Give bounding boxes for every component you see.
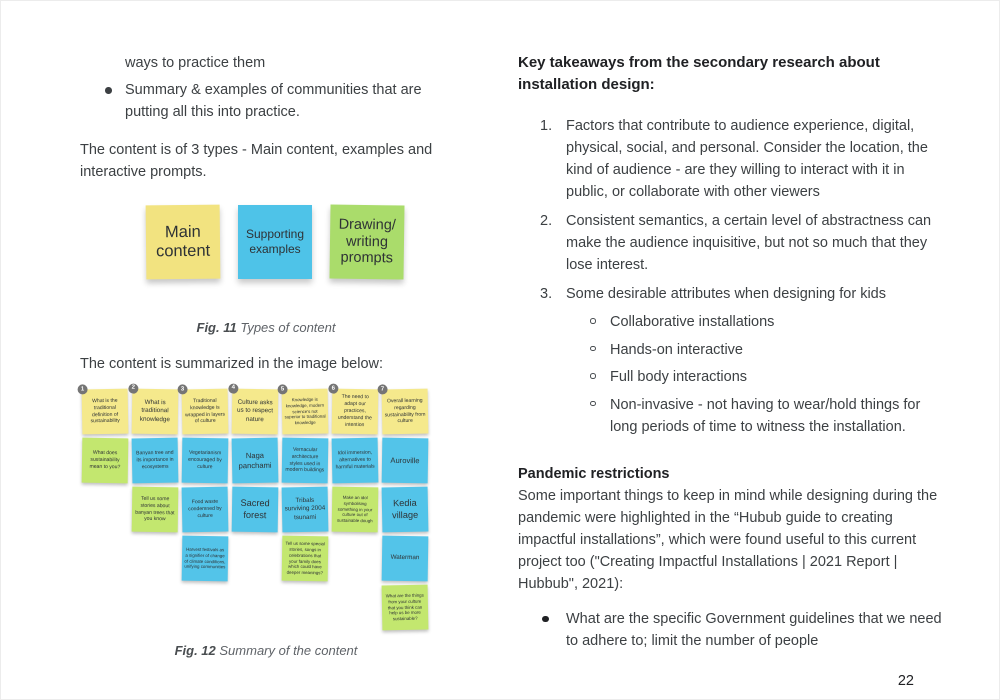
fig12-sticky-note bbox=[82, 438, 129, 484]
note-number-badge: 1 bbox=[77, 384, 87, 394]
fig11-sticky-note: Drawing/ writing prompts bbox=[329, 204, 404, 279]
fig12-sticky-note bbox=[382, 585, 429, 631]
note-number-badge: 3 bbox=[177, 384, 187, 394]
pandemic-heading: Pandemic restrictions bbox=[518, 465, 670, 482]
fig12-sticky-note bbox=[182, 536, 229, 582]
sub-bullet-text: Hands-on interactive bbox=[610, 341, 743, 358]
list-item-number: 2. bbox=[540, 213, 553, 229]
kids-attributes-sublist bbox=[518, 311, 942, 438]
fig11-caption bbox=[80, 319, 452, 337]
numbered-list-item bbox=[518, 115, 942, 203]
fig12-sticky-note bbox=[132, 438, 179, 484]
fig12-sticky-note bbox=[382, 438, 429, 484]
fig12-sticky-grid bbox=[80, 384, 452, 630]
sub-bullet-item bbox=[518, 394, 942, 438]
sticky-note-text: Overall learning regarding sustainability from culture bbox=[384, 397, 426, 425]
fig12-sticky-note bbox=[182, 438, 229, 484]
sub-bullet-text: Full body interactions bbox=[610, 369, 748, 385]
sticky-note-text: Sacred forest bbox=[240, 498, 270, 520]
list-item-text: Consistent semantics, a certain level of abstractness can make the audience inquisitive, but not so much that they lose interest. bbox=[566, 213, 932, 273]
circle-bullet bbox=[590, 346, 596, 352]
sticky-note-text: The need to adapt our practices, understand the intention bbox=[337, 394, 372, 428]
sticky-note-text: What is the traditional definition of sustainability bbox=[90, 397, 120, 425]
sub-bullet-item bbox=[518, 339, 942, 361]
fig12-sticky-note bbox=[231, 384, 279, 435]
numbered-list-item bbox=[518, 210, 942, 276]
fig12-sticky-note bbox=[180, 386, 229, 435]
fig12-sticky-note bbox=[382, 487, 429, 533]
fig12-column bbox=[131, 384, 178, 630]
paragraph-content-types: The content is of 3 types - Main content, examples and interactive prompts. bbox=[80, 142, 433, 180]
bullet-dot bbox=[105, 87, 112, 94]
numbered-list-item bbox=[518, 283, 942, 305]
sub-bullet-text: Non-invasive - not having to wear/hold things for long periods of time to witness the installation. bbox=[610, 396, 921, 435]
sub-bullet-item bbox=[518, 311, 942, 333]
circle-bullet bbox=[590, 401, 596, 407]
sticky-note-text: Auroville bbox=[390, 455, 420, 465]
page-number: 22 bbox=[897, 673, 914, 689]
right-column bbox=[518, 52, 942, 652]
bullet-continuation-text: ways to practice them bbox=[125, 55, 266, 71]
list-item-number: 3. bbox=[540, 286, 553, 302]
fig12-sticky-note bbox=[331, 385, 379, 435]
fig12-sticky-note bbox=[131, 384, 179, 435]
list-item-text: Factors that contribute to audience experience, digital, physical, social, and personal. Consider the location, the kind of audience - are they willing to interact with it in public, or collaborate with other viewers bbox=[566, 118, 928, 200]
fig12-sticky-note bbox=[182, 487, 229, 533]
fig12-sticky-note bbox=[380, 386, 429, 435]
fig12-column bbox=[180, 386, 228, 630]
bullet-dot bbox=[542, 616, 549, 623]
fig12-column bbox=[80, 386, 128, 630]
fig11-sticky-notes bbox=[146, 205, 452, 279]
sticky-note-text: Tell us some special stories, songs in celebrations that your family does which could have deeper meanings? bbox=[285, 540, 325, 576]
fig12-sticky-note bbox=[232, 438, 279, 484]
left-bullet-list bbox=[80, 79, 452, 123]
fig12-column bbox=[380, 386, 428, 630]
list-item-text: Some desirable attributes when designing for kids bbox=[566, 286, 886, 302]
sticky-note-text: Harvest festivals as a signifier of change of climate conditions, unifying communities bbox=[184, 546, 226, 570]
sticky-note-text: What does sustainability mean to you? bbox=[89, 449, 121, 471]
bullet-text: Summary & examples of communities that are putting all this into practice. bbox=[125, 82, 422, 120]
paragraph-summary-intro: The content is summarized in the image below: bbox=[80, 356, 384, 372]
fig12-caption-label: Fig. 12 bbox=[174, 643, 216, 658]
fig12-sticky-note bbox=[282, 438, 329, 484]
left-column bbox=[80, 52, 452, 660]
sticky-note-text: Culture asks us to respect nature bbox=[236, 398, 274, 423]
sticky-note-text: Knowledge is knowledge, modern science's not superior to traditional knowledge bbox=[284, 396, 326, 426]
note-number-badge: 2 bbox=[128, 384, 138, 394]
fig12-sticky-note bbox=[232, 487, 279, 533]
sticky-note-text: Make an idol symbolising something in your culture out of sustainable dough bbox=[336, 494, 373, 524]
note-number-badge: 7 bbox=[377, 384, 387, 394]
fig12-column bbox=[280, 386, 328, 630]
sticky-note-text: Tell us some stories about banyan trees that you know bbox=[135, 495, 175, 523]
fig11-sticky-note: Main content bbox=[146, 205, 221, 280]
fig12-sticky-note bbox=[280, 386, 329, 435]
fig12-caption-text: Summary of the content bbox=[219, 643, 358, 658]
note-number-badge: 5 bbox=[277, 384, 287, 394]
sticky-note-text: Idol immersion, alternatives to harmful materials bbox=[335, 449, 375, 471]
takeaways-heading: Key takeaways from the secondary research about installation design: bbox=[518, 54, 880, 93]
sticky-note-text: Vegetarianism encouraged by culture bbox=[188, 449, 222, 471]
fig11-caption-label: Fig. 11 bbox=[196, 320, 237, 335]
sticky-note-text: Banyan tree and its importance in ecosystems bbox=[136, 449, 174, 471]
sub-bullet-text: Collaborative installations bbox=[610, 314, 775, 330]
fig11-sticky-note: Supporting examples bbox=[238, 205, 312, 279]
bullet-list-item bbox=[80, 79, 452, 123]
sticky-note-text: What are the things from your culture that you think can help us be more sustainable? bbox=[385, 592, 424, 622]
fig12-sticky-note bbox=[132, 487, 179, 533]
fig12-column bbox=[331, 385, 378, 630]
sticky-note-text: Food waste condemned by culture bbox=[188, 498, 222, 520]
pandemic-body: Some important things to keep in mind while designing during the pandemic were highlighted in the “Hubub guide to creating impactful installations”, which were found useful to this current project too ("Creating Impactful Installations | 2021 Report | Hubbub", 2021): bbox=[518, 487, 938, 592]
circle-bullet bbox=[590, 318, 596, 324]
fig12-sticky-note bbox=[332, 438, 379, 484]
pandemic-bullet-list bbox=[518, 608, 942, 652]
fig12-sticky-note bbox=[282, 536, 329, 582]
sub-bullet-item bbox=[518, 366, 942, 388]
fig12-sticky-note bbox=[332, 487, 379, 533]
fig11-caption-text: Types of content bbox=[240, 320, 336, 335]
fig12-column bbox=[231, 384, 278, 630]
takeaways-numbered-list bbox=[518, 115, 942, 305]
fig12-sticky-note bbox=[80, 386, 129, 435]
note-number-badge: 4 bbox=[228, 384, 238, 394]
sticky-note-text: Traditional knowledge is wrapped in layers of culture bbox=[185, 397, 226, 425]
note-number-badge: 6 bbox=[328, 384, 338, 394]
sticky-note-text: What is traditional knowledge bbox=[139, 399, 170, 423]
fig12-sticky-note bbox=[282, 487, 329, 533]
sticky-note-text: Waterman bbox=[390, 554, 420, 562]
circle-bullet bbox=[590, 373, 596, 379]
list-item-number: 1. bbox=[540, 118, 553, 134]
sticky-note-text: Naga panchami bbox=[238, 450, 272, 470]
sticky-note-text: Tribals surviving 2004 tsunami bbox=[284, 497, 326, 521]
sticky-note-text: Vernacular architecture styles used in modern buildings bbox=[285, 446, 325, 474]
fig12-sticky-note bbox=[382, 536, 429, 582]
pandemic-bullet-item bbox=[518, 608, 942, 652]
fig12-caption bbox=[80, 642, 452, 660]
sticky-note-text: Kedia village bbox=[391, 498, 419, 520]
pandemic-bullet-text: What are the specific Government guidelines that we need to adhere to; limit the number of people bbox=[566, 610, 942, 649]
